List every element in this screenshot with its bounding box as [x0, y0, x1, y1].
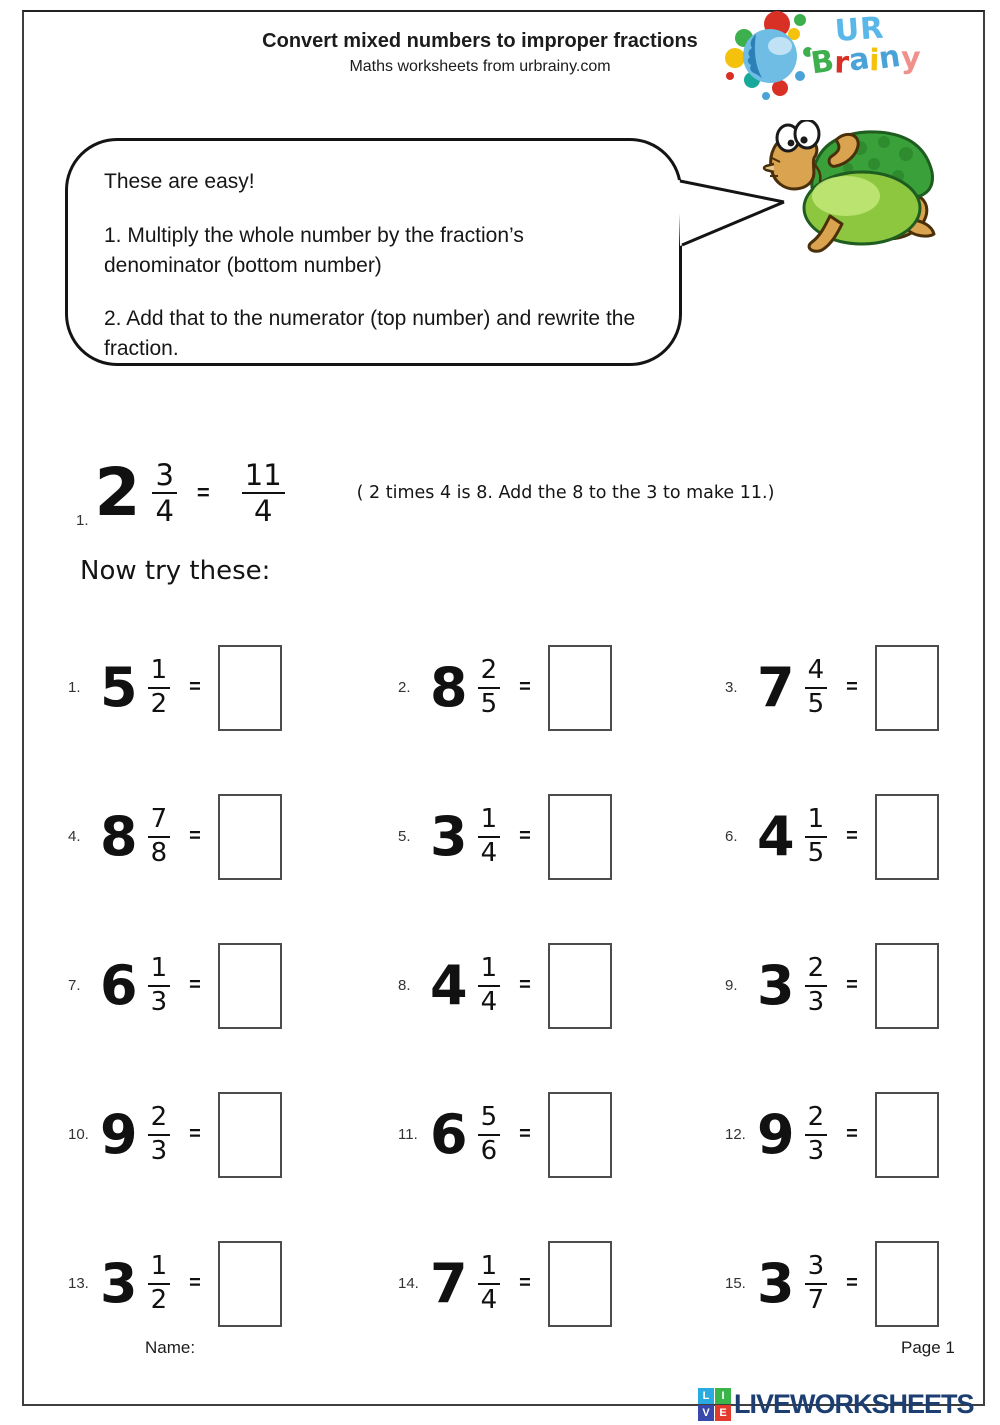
equals-sign: = [189, 974, 201, 996]
fraction-numerator: 3 [805, 1253, 828, 1284]
brainy-letter: r [833, 45, 850, 81]
fraction-numerator: 1 [478, 1253, 501, 1284]
problem-fraction [478, 955, 501, 1016]
fraction-denominator: 7 [807, 1284, 825, 1315]
problem-number: 12. [725, 1126, 746, 1143]
problem-item [725, 911, 948, 1060]
problem-number: 9. [725, 977, 738, 994]
equals-sign: = [846, 825, 858, 847]
turtle-illustration [750, 120, 950, 260]
answer-box[interactable] [548, 943, 612, 1029]
fraction-denominator: 5 [480, 688, 498, 719]
problem-fraction [478, 806, 501, 867]
fraction-denominator: 3 [807, 1135, 825, 1166]
problems-grid [68, 613, 948, 1358]
equals-sign: = [519, 825, 531, 847]
problem-fraction [805, 806, 828, 867]
equals-sign: = [846, 1123, 858, 1145]
brainy-letter: i [868, 42, 880, 78]
brainy-head-icon [722, 10, 822, 102]
problem-whole-number: 5 [100, 655, 138, 719]
problem-number: 8. [398, 977, 411, 994]
problem-fraction [478, 1104, 501, 1165]
answer-box[interactable] [548, 1241, 612, 1327]
problem-item [68, 1209, 398, 1358]
page-subtitle: Maths worksheets from urbrainy.com [349, 58, 611, 75]
answer-box[interactable] [875, 1092, 939, 1178]
answer-box[interactable] [875, 943, 939, 1029]
answer-box[interactable] [218, 1092, 282, 1178]
example-fraction-numerator: 3 [152, 460, 176, 494]
problem-fraction [805, 657, 828, 718]
fraction-denominator: 4 [480, 986, 498, 1017]
problem-whole-number: 6 [100, 953, 138, 1017]
problem-fraction [478, 657, 501, 718]
problem-whole-number: 3 [757, 1251, 795, 1315]
bubble-step-2: 2. Add that to the numerator (top number) and rewrite the fraction. [104, 307, 636, 361]
problem-number: 11. [398, 1126, 418, 1143]
problem-number: 6. [725, 828, 738, 845]
problem-fraction [805, 955, 828, 1016]
problem-fraction [148, 657, 171, 718]
fraction-denominator: 4 [480, 1284, 498, 1315]
urbrainy-logo [722, 10, 932, 102]
problem-number: 5. [398, 828, 411, 845]
problem-number: 1. [68, 679, 81, 696]
fraction-numerator: 2 [478, 657, 501, 688]
problem-item [68, 613, 398, 762]
problem-whole-number: 7 [430, 1251, 468, 1315]
problem-whole-number: 6 [430, 1102, 468, 1166]
fraction-denominator: 2 [150, 1284, 168, 1315]
fraction-numerator: 2 [805, 1104, 828, 1135]
problem-item [398, 1060, 725, 1209]
problem-item [398, 613, 725, 762]
liveworksheets-square-l: L [698, 1388, 714, 1404]
problem-item [725, 762, 948, 911]
fraction-numerator: 1 [478, 955, 501, 986]
fraction-denominator: 4 [480, 837, 498, 868]
liveworksheets-logo [698, 1388, 974, 1421]
answer-box[interactable] [548, 794, 612, 880]
liveworksheets-square-v: V [698, 1405, 714, 1421]
fraction-denominator: 5 [807, 837, 825, 868]
equals-sign: = [189, 825, 201, 847]
speech-bubble [65, 138, 682, 366]
problem-item [68, 911, 398, 1060]
brainy-letter: B [808, 43, 837, 81]
problem-fraction [478, 1253, 501, 1314]
equals-sign: = [846, 676, 858, 698]
answer-box[interactable] [875, 1241, 939, 1327]
problem-number: 13. [68, 1275, 89, 1292]
problem-whole-number: 9 [757, 1102, 795, 1166]
answer-box[interactable] [548, 1092, 612, 1178]
problem-number: 3. [725, 679, 738, 696]
problem-number: 14. [398, 1275, 419, 1292]
fraction-numerator: 1 [478, 806, 501, 837]
problem-whole-number: 8 [430, 655, 468, 719]
example-result-denominator: 4 [253, 494, 273, 528]
equals-sign: = [846, 974, 858, 996]
liveworksheets-icon [698, 1388, 731, 1421]
problem-fraction [805, 1253, 828, 1314]
fraction-denominator: 3 [150, 986, 168, 1017]
equals-sign: = [189, 1123, 201, 1145]
equals-sign: = [519, 974, 531, 996]
problem-whole-number: 3 [430, 804, 468, 868]
problem-item [725, 1060, 948, 1209]
answer-box[interactable] [218, 645, 282, 731]
fraction-numerator: 5 [478, 1104, 501, 1135]
problem-item [398, 911, 725, 1060]
page-title: Convert mixed numbers to improper fractions [262, 30, 698, 52]
brand-text [808, 10, 921, 81]
fraction-numerator: 7 [148, 806, 171, 837]
brand-brainy-text [808, 38, 921, 81]
fraction-numerator: 2 [148, 1104, 171, 1135]
example-result-fraction [242, 457, 285, 528]
problem-item [68, 762, 398, 911]
liveworksheets-square-e: E [715, 1405, 731, 1421]
problem-whole-number: 8 [100, 804, 138, 868]
problem-whole-number: 9 [100, 1102, 138, 1166]
fraction-denominator: 5 [807, 688, 825, 719]
problem-number: 4. [68, 828, 81, 845]
fraction-denominator: 8 [150, 837, 168, 868]
liveworksheets-square-i: I [715, 1388, 731, 1404]
fraction-numerator: 1 [148, 955, 171, 986]
equals-sign: = [519, 1272, 531, 1294]
name-label: Name: [145, 1338, 196, 1357]
fraction-denominator: 2 [150, 688, 168, 719]
equals-sign: = [519, 676, 531, 698]
fraction-numerator: 1 [148, 657, 171, 688]
problem-item [68, 1060, 398, 1209]
brainy-letter: y [900, 40, 921, 76]
problem-item [725, 613, 948, 762]
bubble-intro: These are easy! [104, 170, 255, 193]
problem-fraction [148, 1253, 171, 1314]
problem-whole-number: 4 [757, 804, 795, 868]
problem-item [398, 762, 725, 911]
example-result-numerator: 11 [242, 460, 285, 494]
equals-sign: = [189, 1272, 201, 1294]
brainy-letter: n [876, 38, 903, 77]
problem-item [398, 1209, 725, 1358]
problem-item [725, 1209, 948, 1358]
example-fraction [152, 457, 176, 528]
problem-fraction [805, 1104, 828, 1165]
answer-box[interactable] [218, 943, 282, 1029]
problem-whole-number: 7 [757, 655, 795, 719]
problem-fraction [148, 955, 171, 1016]
equals-sign: = [189, 676, 201, 698]
answer-box[interactable] [875, 794, 939, 880]
equals-sign: = [846, 1272, 858, 1294]
problem-number: 2. [398, 679, 411, 696]
fraction-numerator: 4 [805, 657, 828, 688]
page-number-label: Page 1 [901, 1338, 955, 1357]
problem-fraction [148, 1104, 171, 1165]
problem-number: 7. [68, 977, 81, 994]
problem-fraction [148, 806, 171, 867]
answer-box[interactable] [548, 645, 612, 731]
instruction-text: Now try these: [80, 556, 271, 586]
brand-ur-text: UR [833, 10, 886, 49]
fraction-numerator: 2 [805, 955, 828, 986]
problem-whole-number: 3 [100, 1251, 138, 1315]
example-whole-number: 2 [94, 454, 141, 531]
fraction-denominator: 3 [807, 986, 825, 1017]
problem-whole-number: 4 [430, 953, 468, 1017]
fraction-numerator: 1 [148, 1253, 171, 1284]
liveworksheets-wordmark: LIVEWORKSHEETS [734, 1389, 974, 1419]
example-note: ( 2 times 4 is 8. Add the 8 to the 3 to make 11.) [356, 483, 775, 503]
brainy-letter: a [846, 40, 872, 79]
problem-whole-number: 3 [757, 953, 795, 1017]
fraction-denominator: 6 [480, 1135, 498, 1166]
example-equals-sign: = [196, 480, 210, 505]
example-number: 1. [76, 512, 89, 529]
answer-box[interactable] [875, 645, 939, 731]
fraction-numerator: 1 [805, 806, 828, 837]
answer-box[interactable] [218, 794, 282, 880]
problem-number: 15. [725, 1275, 746, 1292]
fraction-denominator: 3 [150, 1135, 168, 1166]
problem-number: 10. [68, 1126, 89, 1143]
answer-box[interactable] [218, 1241, 282, 1327]
equals-sign: = [519, 1123, 531, 1145]
example-fraction-denominator: 4 [155, 494, 174, 528]
example-row [76, 443, 774, 543]
bubble-step-1: 1. Multiply the whole number by the fraction’s denominator (bottom number) [104, 223, 524, 277]
